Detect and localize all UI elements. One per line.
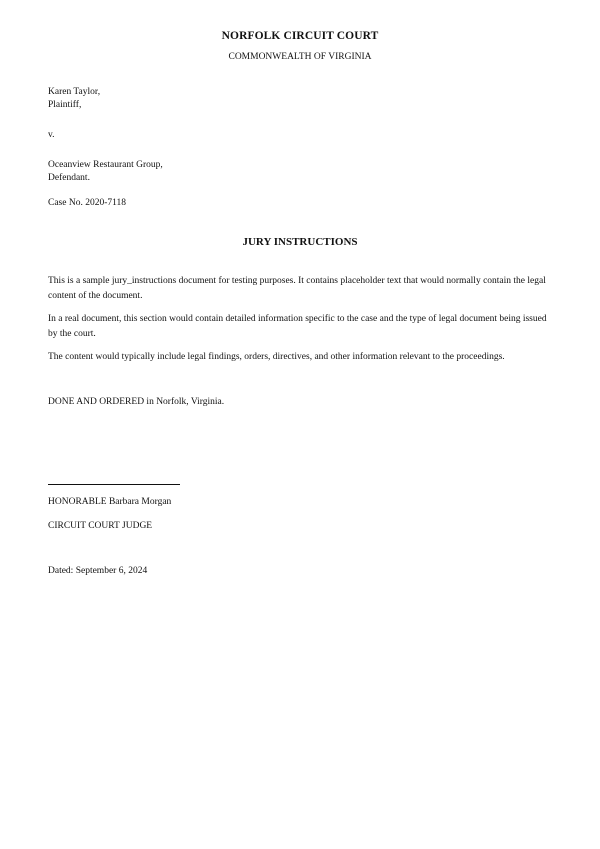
- judge-title: CIRCUIT COURT JUDGE: [48, 521, 153, 531]
- body-paragraph-2: In a real document, this section would contain detailed information specific to the case and the type of legal document being issued by the court.: [48, 314, 547, 339]
- versus-label: v.: [48, 130, 55, 140]
- judge-name: HONORABLE Barbara Morgan: [48, 497, 172, 507]
- document-title: JURY INSTRUCTIONS: [242, 236, 358, 248]
- closing-statement: DONE AND ORDERED in Norfolk, Virginia.: [48, 397, 225, 407]
- case-number: Case No. 2020-7118: [48, 198, 127, 208]
- dated-line: Dated: September 6, 2024: [48, 566, 148, 576]
- plaintiff-role: Plaintiff,: [48, 100, 82, 110]
- body-paragraph-3: The content would typically include legal findings, orders, directives, and other information relevant to the proceedings.: [48, 352, 505, 362]
- defendant-name: Oceanview Restaurant Group,: [48, 160, 163, 170]
- defendant-role: Defendant.: [48, 173, 90, 183]
- jurisdiction: COMMONWEALTH OF VIRGINIA: [228, 52, 372, 62]
- body-paragraph-1: This is a sample jury_instructions document for testing purposes. It contains placeholder text that would normally contain the legal content of the document.: [48, 276, 546, 301]
- court-name: NORFOLK CIRCUIT COURT: [221, 30, 379, 42]
- signature-line: [48, 484, 180, 485]
- plaintiff-name: Karen Taylor,: [48, 87, 101, 97]
